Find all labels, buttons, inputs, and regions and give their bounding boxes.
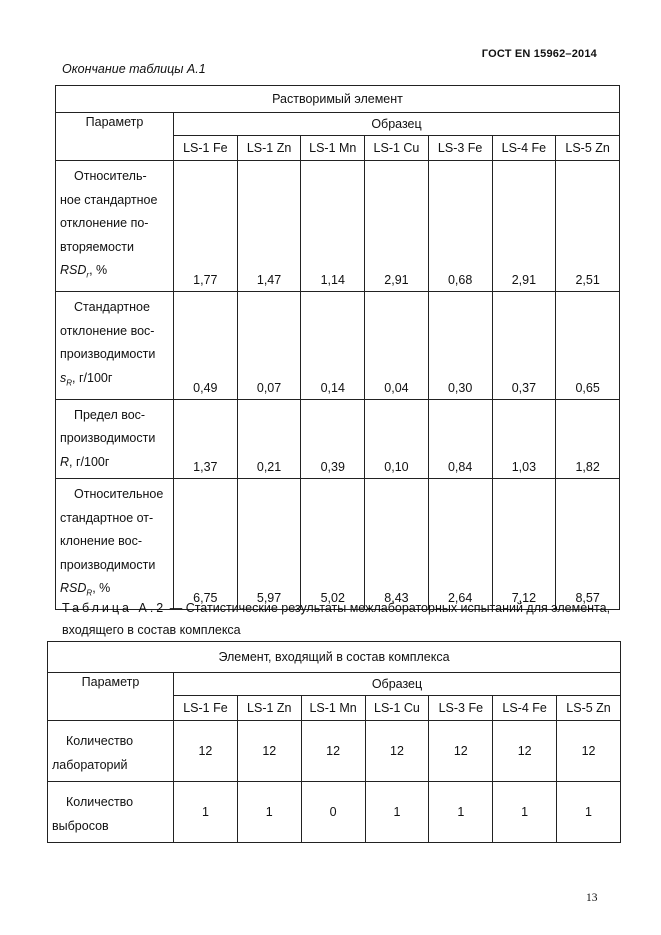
table-cell: 1 (493, 782, 557, 843)
table2-sample-col: LS-4 Fe (493, 696, 557, 721)
table-cell: 2,64 (428, 479, 492, 610)
table-cell: 12 (365, 721, 429, 782)
table1-sample-col: LS-1 Cu (365, 136, 429, 161)
table-cell: 1,37 (174, 399, 238, 479)
table-cell: 12 (557, 721, 621, 782)
table2-param-cell: Количество лабораторий (48, 721, 174, 782)
table-cell: 0,21 (237, 399, 301, 479)
table-cell: 0,30 (428, 292, 492, 400)
table-cell: 12 (237, 721, 301, 782)
table1-sample-col: LS-1 Mn (301, 136, 365, 161)
table-cell: 2,91 (365, 161, 429, 292)
table-cell: 1 (429, 782, 493, 843)
table2-param-header: Параметр (48, 673, 174, 721)
table2-sample-col: LS-1 Fe (174, 696, 238, 721)
table-cell: 0,65 (556, 292, 620, 400)
table-cell: 1,47 (237, 161, 301, 292)
table-cell: 1 (365, 782, 429, 843)
table1-sample-col: LS-4 Fe (492, 136, 556, 161)
table-cell: 1 (237, 782, 301, 843)
table-row (48, 782, 621, 843)
table-cell: 2,51 (556, 161, 620, 292)
table2-title: Таблица А.2 — Статистические результаты межлабораторных испытаний для элемента, входящего в состав комплекса (62, 601, 611, 637)
table1-sample-col: LS-1 Zn (237, 136, 301, 161)
table-cell: 7,12 (492, 479, 556, 610)
table1-span-title: Растворимый элемент (56, 86, 620, 113)
table-cell: 0,39 (301, 399, 365, 479)
table-cell: 12 (301, 721, 365, 782)
table-cell: 0,07 (237, 292, 301, 400)
table-cell: 12 (429, 721, 493, 782)
table1-sample-header: Образец (174, 113, 620, 136)
table-cell: 5,97 (237, 479, 301, 610)
standard-code: ГОСТ EN 15962–2014 (481, 48, 597, 60)
table-cell: 8,43 (365, 479, 429, 610)
table1-sample-col: LS-3 Fe (428, 136, 492, 161)
table-cell: 1 (174, 782, 238, 843)
table-a1-continuation (55, 85, 620, 610)
table-cell: 12 (493, 721, 557, 782)
table-row (56, 399, 620, 479)
table-cell: 1 (557, 782, 621, 843)
table-cell: 0,14 (301, 292, 365, 400)
table2-sample-col: LS-3 Fe (429, 696, 493, 721)
table-cell: 0 (301, 782, 365, 843)
table-cell: 5,02 (301, 479, 365, 610)
table2-sample-col: LS-5 Zn (557, 696, 621, 721)
table1-param-cell: Предел вос- производимости R, г/100г (56, 399, 174, 479)
table2-span-title: Элемент, входящий в состав комплекса (48, 642, 621, 673)
table-cell: 1,14 (301, 161, 365, 292)
table-cell: 1,82 (556, 399, 620, 479)
table-cell: 0,84 (428, 399, 492, 479)
table-continuation-caption: Окончание таблицы А.1 (62, 62, 206, 76)
table1-param-cell: Относительное стандартное от- клонение вос- производимости $RSD_R$, % (56, 479, 174, 610)
table2-sample-col: LS-1 Zn (237, 696, 301, 721)
table-row (56, 161, 620, 292)
table-row (56, 292, 620, 400)
table2-sample-col: LS-1 Cu (365, 696, 429, 721)
table-cell: 1,77 (174, 161, 238, 292)
table-row (48, 721, 621, 782)
table1-param-cell: Относитель- ное стандартное отклонение по- вторяемости $RSD_r$, % (56, 161, 174, 292)
table1-param-header: Параметр (56, 113, 174, 161)
table-cell: 0,04 (365, 292, 429, 400)
table1-sample-col: LS-1 Fe (174, 136, 238, 161)
table-cell: 6,75 (174, 479, 238, 610)
table-cell: 8,57 (556, 479, 620, 610)
table-row (56, 479, 620, 610)
table-a2 (47, 641, 621, 843)
table-cell: 12 (174, 721, 238, 782)
table-cell: 0,49 (174, 292, 238, 400)
table2-sample-col: LS-1 Mn (301, 696, 365, 721)
table-cell: 1,03 (492, 399, 556, 479)
table-cell: 0,37 (492, 292, 556, 400)
table-cell: 2,91 (492, 161, 556, 292)
table2-param-cell: Количество выбросов (48, 782, 174, 843)
table1-sample-col: LS-5 Zn (556, 136, 620, 161)
table1-param-cell: Стандартное отклонение вос- производимости $s_R$, г/100г (56, 292, 174, 400)
table-cell: 0,68 (428, 161, 492, 292)
table-cell: 0,10 (365, 399, 429, 479)
table2-sample-header: Образец (174, 673, 621, 696)
page-number: 13 (586, 892, 598, 904)
